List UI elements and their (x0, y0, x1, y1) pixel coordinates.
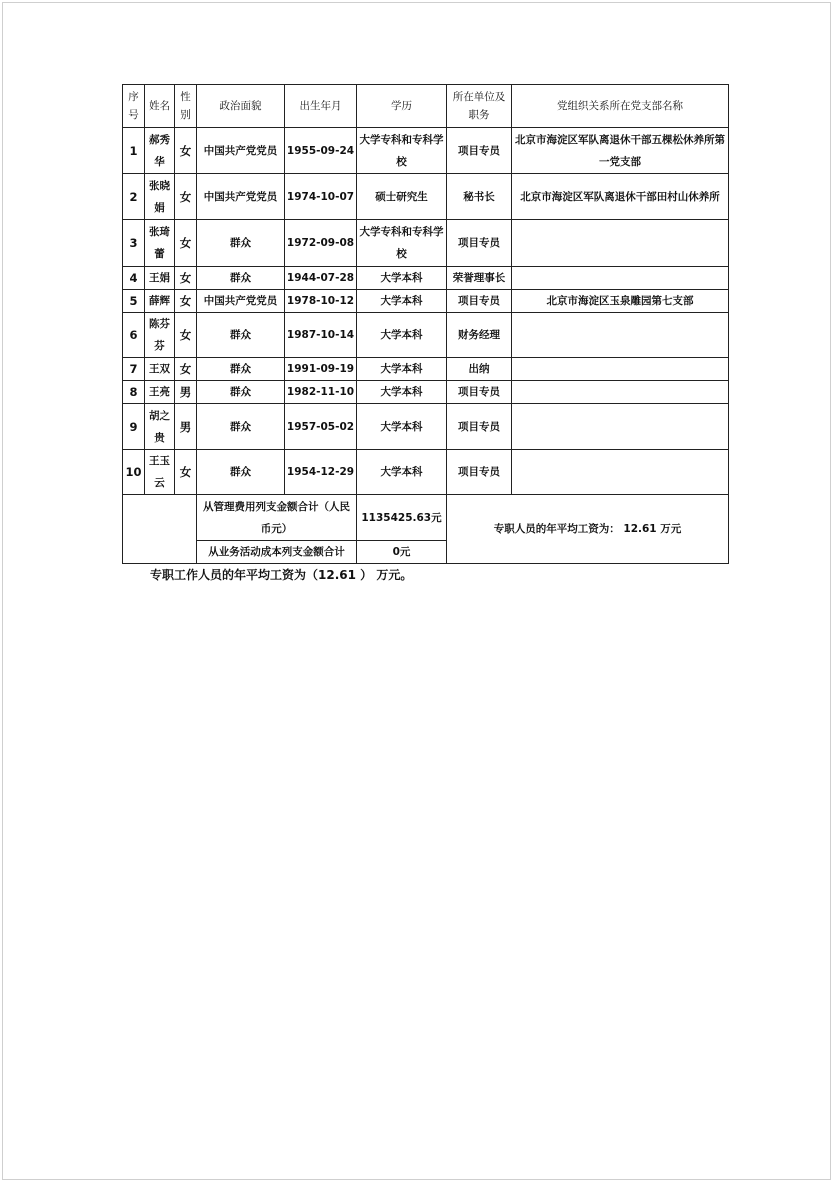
cell-birth-date: 1978-10-12 (285, 290, 357, 313)
cell-political-status: 群众 (197, 313, 285, 358)
cell-gender: 女 (175, 267, 197, 290)
cell-gender: 女 (175, 313, 197, 358)
table-row (123, 358, 729, 381)
cell-position: 项目专员 (447, 450, 512, 495)
table-row (123, 450, 729, 495)
cell-education: 大学本科 (357, 358, 447, 381)
cell-position: 荣誉理事长 (447, 267, 512, 290)
cell-education: 大学本科 (357, 381, 447, 404)
cell-political-status: 群众 (197, 358, 285, 381)
cell-index: 4 (123, 267, 145, 290)
cell-name: 郝秀华 (145, 128, 175, 174)
table-row (123, 381, 729, 404)
cell-index: 6 (123, 313, 145, 358)
cell-party-branch (512, 220, 729, 267)
cell-party-branch (512, 404, 729, 450)
summary-blank (123, 495, 197, 564)
cell-index: 10 (123, 450, 145, 495)
cell-birth-date: 1957-05-02 (285, 404, 357, 450)
cell-name: 陈芬芬 (145, 313, 175, 358)
footnote: 专职工作人员的年平均工资为（12.61 ） 万元。 (150, 568, 413, 582)
cell-index: 3 (123, 220, 145, 267)
cell-birth-date: 1987-10-14 (285, 313, 357, 358)
cell-party-branch: 北京市海淀区军队离退休干部五棵松休养所第一党支部 (512, 128, 729, 174)
mgmt-expense-value: 1135425.63元 (357, 495, 447, 541)
cell-political-status: 中国共产党党员 (197, 174, 285, 220)
cell-birth-date: 1955-09-24 (285, 128, 357, 174)
cell-name: 胡之贵 (145, 404, 175, 450)
cell-birth-date: 1982-11-10 (285, 381, 357, 404)
cell-position: 项目专员 (447, 290, 512, 313)
cell-education: 大学本科 (357, 267, 447, 290)
avg-salary-text: 专职人员的年平均工资为： 12.61 万元 (447, 495, 729, 564)
cell-education: 硕士研究生 (357, 174, 447, 220)
cell-education: 大学本科 (357, 404, 447, 450)
cell-birth-date: 1991-09-19 (285, 358, 357, 381)
cell-index: 9 (123, 404, 145, 450)
table-row (123, 267, 729, 290)
cell-gender: 女 (175, 128, 197, 174)
cell-party-branch (512, 313, 729, 358)
cell-gender: 女 (175, 220, 197, 267)
cell-birth-date: 1954-12-29 (285, 450, 357, 495)
table-row (123, 128, 729, 174)
cell-education: 大学本科 (357, 290, 447, 313)
header-education: 学历 (357, 85, 447, 128)
header-party-branch: 党组织关系所在党支部名称 (512, 85, 729, 128)
cell-political-status: 群众 (197, 381, 285, 404)
cell-political-status: 群众 (197, 220, 285, 267)
cell-party-branch: 北京市海淀区军队离退休干部田村山休养所 (512, 174, 729, 220)
cell-index: 7 (123, 358, 145, 381)
summary-row (123, 495, 729, 541)
cell-name: 王玉云 (145, 450, 175, 495)
cell-political-status: 群众 (197, 267, 285, 290)
cell-gender: 女 (175, 174, 197, 220)
header-position: 所在单位及职务 (447, 85, 512, 128)
cell-name: 王娟 (145, 267, 175, 290)
cell-position: 项目专员 (447, 220, 512, 267)
staff-table (122, 84, 729, 564)
cell-birth-date: 1972-09-08 (285, 220, 357, 267)
header-political-status: 政治面貌 (197, 85, 285, 128)
cell-index: 1 (123, 128, 145, 174)
cell-name: 张晓娟 (145, 174, 175, 220)
cell-name: 薛辉 (145, 290, 175, 313)
header-name: 姓名 (145, 85, 175, 128)
cell-position: 财务经理 (447, 313, 512, 358)
cell-party-branch: 北京市海淀区玉泉雕园第七支部 (512, 290, 729, 313)
table-row (123, 313, 729, 358)
cell-education: 大学专科和专科学校 (357, 220, 447, 267)
cell-birth-date: 1974-10-07 (285, 174, 357, 220)
cell-gender: 女 (175, 450, 197, 495)
header-index: 序号 (123, 85, 145, 128)
cell-position: 项目专员 (447, 404, 512, 450)
cell-position: 项目专员 (447, 128, 512, 174)
cell-gender: 男 (175, 381, 197, 404)
cell-education: 大学专科和专科学校 (357, 128, 447, 174)
cell-birth-date: 1944-07-28 (285, 267, 357, 290)
cell-political-status: 中国共产党党员 (197, 290, 285, 313)
cell-party-branch (512, 381, 729, 404)
cell-education: 大学本科 (357, 450, 447, 495)
cell-education: 大学本科 (357, 313, 447, 358)
table-row (123, 220, 729, 267)
cell-political-status: 群众 (197, 404, 285, 450)
cell-political-status: 群众 (197, 450, 285, 495)
cell-index: 2 (123, 174, 145, 220)
cell-name: 张琦蕾 (145, 220, 175, 267)
cell-party-branch (512, 267, 729, 290)
biz-expense-value: 0元 (357, 541, 447, 564)
cell-party-branch (512, 358, 729, 381)
cell-position: 项目专员 (447, 381, 512, 404)
cell-index: 5 (123, 290, 145, 313)
cell-name: 王双 (145, 358, 175, 381)
cell-political-status: 中国共产党党员 (197, 128, 285, 174)
table-row (123, 290, 729, 313)
table-row (123, 174, 729, 220)
table-row (123, 404, 729, 450)
cell-position: 秘书长 (447, 174, 512, 220)
cell-gender: 女 (175, 290, 197, 313)
cell-position: 出纳 (447, 358, 512, 381)
cell-index: 8 (123, 381, 145, 404)
header-row (123, 85, 729, 128)
mgmt-expense-label: 从管理费用列支金额合计（人民币元） (197, 495, 357, 541)
header-gender: 性别 (175, 85, 197, 128)
biz-expense-label: 从业务活动成本列支金额合计 (197, 541, 357, 564)
cell-gender: 男 (175, 404, 197, 450)
cell-gender: 女 (175, 358, 197, 381)
header-birth-date: 出生年月 (285, 85, 357, 128)
cell-party-branch (512, 450, 729, 495)
cell-name: 王亮 (145, 381, 175, 404)
